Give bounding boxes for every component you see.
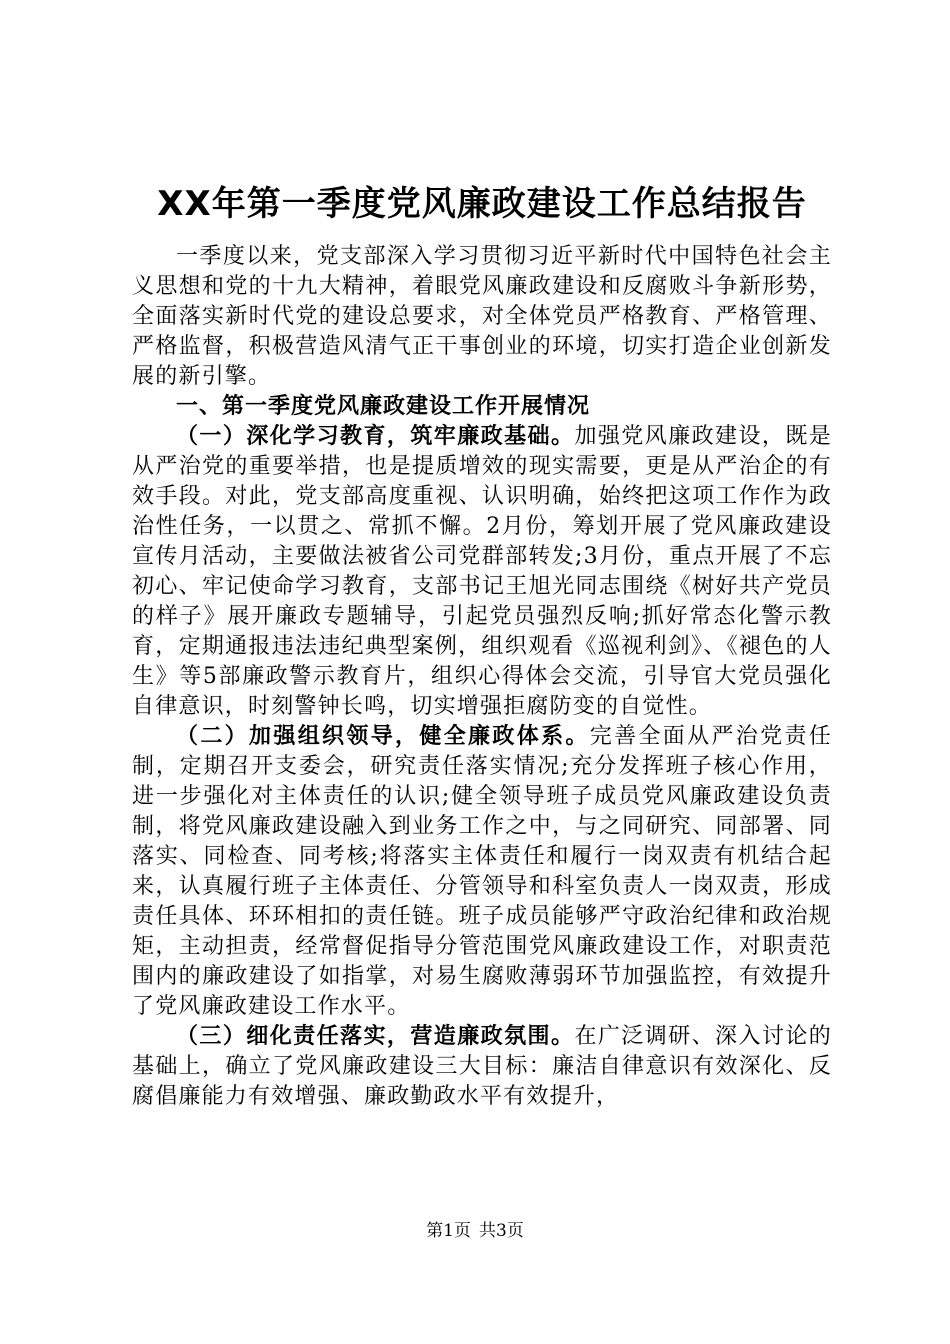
section-heading: 一、第一季度党风廉政建设工作开展情况 (176, 394, 591, 419)
page-total: 共3页 (479, 1221, 524, 1241)
item-1-body: 加强党风廉政建设，既是从严治党的重要举措，也是提质增效的现实需要，更是从严治企的有效手段。对此，党支部高度重视、认识明确，始终把这项工作作为政治性任务，一以贯之、常抓不懈。2月份，筹划开展了党风廉政建设宣传月活动，主要做法被省公司党群部转发;3月份，重点开展了不忘初心、牢记使命学习教育，支部书记王旭光同志围绕《树好共产党员的样子》展开廉政专题辅导，引起党员强烈反响;抓好常态化警示教育，定期通报违法违纪典型案例，组织观看《巡视利剑》、《褪色的人生》等5部廉政警示教育片，组织心得体会交流，引导官大党员强化自律意识，时刻警钟长鸣，切实增强拒腐防变的自觉性。 (132, 424, 833, 719)
page-number: 第1页 (426, 1221, 471, 1241)
document-body (132, 176, 832, 1112)
intro-paragraph: 一季度以来，党支部深入学习贯彻习近平新时代中国特色社会主义思想和党的十九大精神，着眼党风廉政建设和反腐败斗争新形势，全面落实新时代党的建设总要求，对全体党员严格教育、严格管理、严格监督，积极营造风清气正干事创业的环境，切实打造企业创新发展的新引擎。 (132, 244, 832, 389)
document-title: XX年第一季度党风廉政建设工作总结报告 (157, 184, 807, 224)
item-3-paragraph (132, 1022, 832, 1112)
item-2-paragraph (132, 722, 832, 1022)
item-1-paragraph (132, 422, 832, 722)
page-footer (0, 1216, 950, 1241)
item-2-lead: （二）加强组织领导，健全廉政体系。 (176, 724, 590, 749)
item-3-body: 在广泛调研、深入讨论的基础上，确立了党风廉政建设三大目标：廉洁自律意识有效深化、反腐倡廉能力有效增强、廉政勤政水平有效提升， (132, 1024, 833, 1109)
item-1-lead: （一）深化学习教育，筑牢廉政基础。 (176, 424, 575, 449)
item-3-lead: （三）细化责任落实，营造廉政氛围。 (176, 1024, 575, 1049)
item-2-body: 完善全面从严治党责任制，定期召开支委会，研究责任落实情况;充分发挥班子核心作用，进一步强化对主体责任的认识;健全领导班子成员党风廉政建设负责制，将党风廉政建设融入到业务工作之中，与之同研究、同部署、同落实、同检查、同考核;将落实主体责任和履行一岗双责有机结合起来，认真履行班子主体责任、分管领导和科室负责人一岗双责，形成责任具体、环环相扣的责任链。班子成员能够严守政治纪律和政治规矩，主动担责，经常督促指导分管范围党风廉政建设工作，对职责范围内的廉政建设了如指掌，对易生腐败薄弱环节加强监控，有效提升了党风廉政建设工作水平。 (132, 724, 832, 1019)
